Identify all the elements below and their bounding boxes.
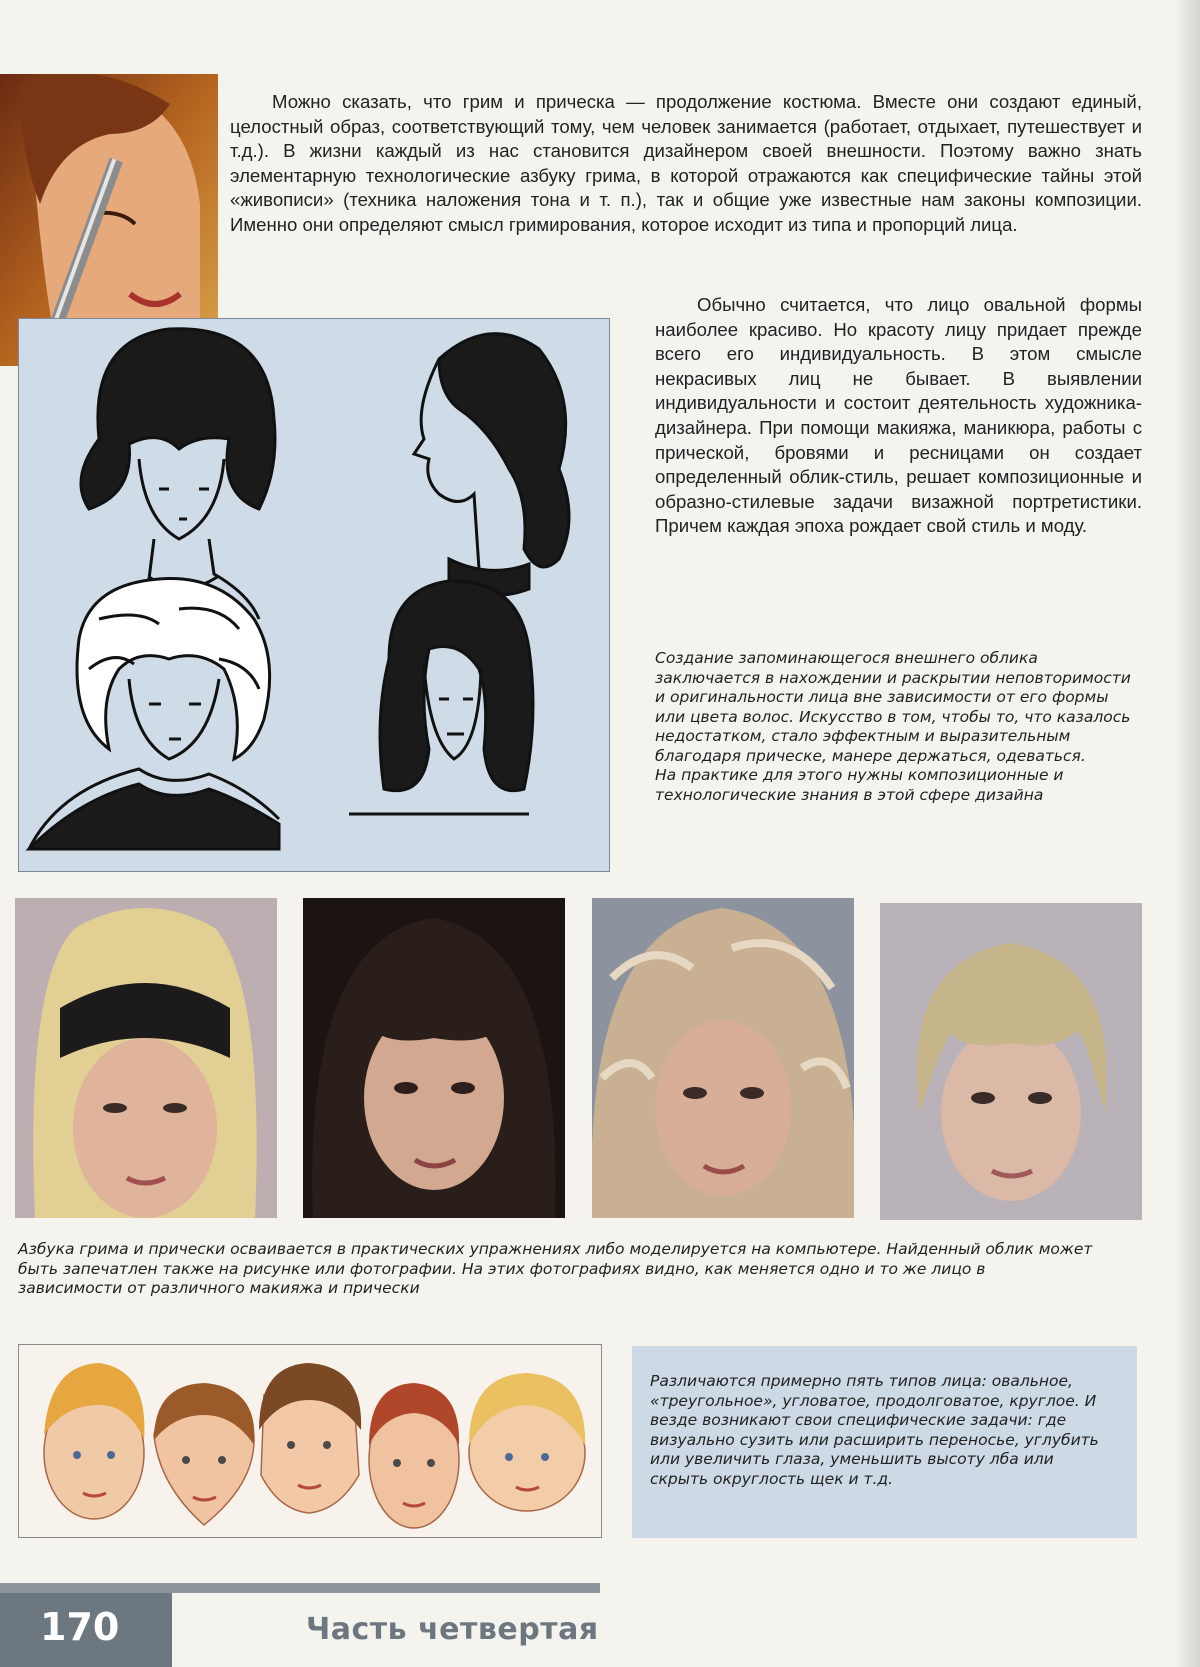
- oval-face-paragraph: [655, 293, 1142, 539]
- paragraph-2: Обычно считается, что лицо овальной формы наиболее красиво. Но красоту лицу придает прежде всего его индивидуальность. В этом смысле некрасивых лиц не бывает. В выявлении индивидуальности и состоит деятельность художника-дизайнера. При помощи макияжа, маникюра, работы с прической, бровями и ресницами он создает определенный облик-стиль, решает композиционные и образно-стилевые задачи визажной портретистики. Причем каждая эпоха рождает свой стиль и моду.: [655, 294, 1142, 537]
- face-types-figure: [18, 1344, 602, 1538]
- photo-headband-graphic: [15, 898, 277, 1218]
- hairstyle-sketches-figure: [18, 318, 610, 872]
- face-type-angular: [259, 1363, 361, 1513]
- photo-big-curls: [592, 898, 854, 1218]
- photo-short-hair-graphic: [880, 903, 1142, 1220]
- paragraph-1: Можно сказать, что грим и прическа — продолжение костюма. Вместе они создают единый, целостный образ, соответствующий тому, чем человек занимается (работает, отдыхает, путешествует и т.д.). В жизни каждый из нас становится дизайнером своей внешности. Поэтому важно знать элементарную технологические азбуку грима, в которой отражаются как специфические тайны этой «живописи» (техника наложения тона и т. п.), так и общие уже известные нам законы композиции. Именно они определяют смысл гримирования, которое исходит из типа и пропорций лица.: [230, 91, 1142, 235]
- face-types-caption-text: Различаются примерно пять типов лица: овальное, «треугольное», угловатое, продолговатое, круглое. И везде возникают свои специфические задачи: где визуально сузить или расширить переносье, углубить или увеличить глаза, уменьшить высоту лба или скрыть округлость щек и т.д.: [650, 1372, 1099, 1488]
- photo-curly-dark-graphic: [303, 898, 565, 1218]
- photos-caption-text: Азбука грима и прически осваивается в практических упражнениях либо моделируется на компьютере. Найденный облик может быть запечатлен также на рисунке или фотографии. На этих фотографиях видно, как меняется одно и то же лицо в зависимости от различного макияжа и прически: [18, 1240, 1093, 1297]
- face-type-oval: [44, 1363, 144, 1519]
- hairstyle-sketches-graphic: [19, 319, 609, 871]
- page-number: 170: [40, 1605, 120, 1649]
- page-number-box: [0, 1593, 172, 1667]
- page-gutter-shadow: [1174, 0, 1200, 1667]
- photos-caption: [18, 1240, 1093, 1299]
- sketch-long-hairstyle: [349, 581, 533, 814]
- photo-headband: [15, 898, 277, 1218]
- photo-short-hair: [880, 903, 1142, 1220]
- sketch-bob-hairstyle: [81, 329, 275, 619]
- footer-band: [0, 1583, 600, 1593]
- photo-big-curls-graphic: [592, 898, 854, 1218]
- face-type-round: [469, 1373, 585, 1511]
- section-title: Часть четвертая: [306, 1612, 599, 1647]
- sketch-profile-hairstyle: [414, 334, 569, 596]
- photo-curly-dark: [303, 898, 565, 1218]
- face-type-long: [369, 1383, 459, 1528]
- intro-paragraph: [230, 90, 1142, 238]
- face-types-caption-box: [632, 1346, 1137, 1538]
- face-types-graphic: [19, 1345, 601, 1537]
- face-type-triangular: [154, 1383, 254, 1525]
- sketches-caption-line1: Создание запоминающегося внешнего облика заключается в нахождении и раскрытии неповторимости и оригинальности лица вне зависимости от его формы или цвета волос. Искусство в том, чтобы то, что казалось недостатком, стало эффектным и выразительным благодаря прическе, манере держаться, одеваться.: [655, 649, 1131, 765]
- sketches-caption: [655, 649, 1142, 805]
- sketch-curly-hairstyle: [29, 579, 279, 850]
- face-types-caption: [650, 1372, 1116, 1489]
- sketches-caption-line2: На практике для этого нужны композиционные и технологические знания в этой сфере дизайна: [655, 766, 1064, 804]
